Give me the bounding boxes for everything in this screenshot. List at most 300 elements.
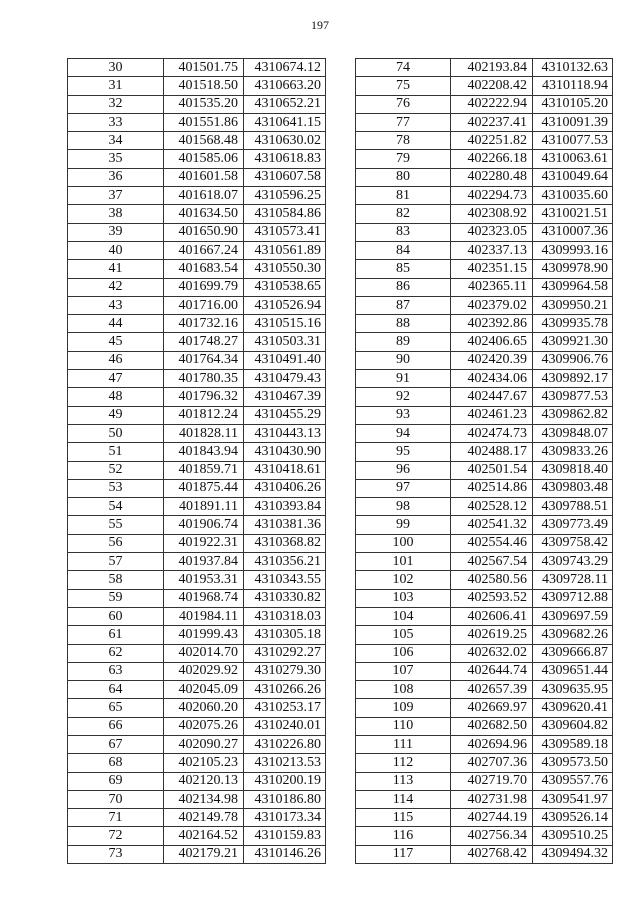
x-coordinate-cell: 402294.73 bbox=[451, 187, 533, 205]
y-coordinate-cell: 4310292.27 bbox=[244, 644, 326, 662]
x-coordinate-cell: 402644.74 bbox=[451, 662, 533, 680]
point-number-cell: 102 bbox=[356, 571, 451, 589]
point-number-cell: 83 bbox=[356, 223, 451, 241]
x-coordinate-cell: 401601.58 bbox=[164, 168, 244, 186]
table-row bbox=[356, 827, 613, 845]
x-coordinate-cell: 401650.90 bbox=[164, 223, 244, 241]
table-row bbox=[356, 681, 613, 699]
y-coordinate-cell: 4309620.41 bbox=[533, 699, 613, 717]
x-coordinate-cell: 402266.18 bbox=[451, 150, 533, 168]
y-coordinate-cell: 4310305.18 bbox=[244, 626, 326, 644]
table-row bbox=[68, 461, 326, 479]
table-row bbox=[68, 443, 326, 461]
table-row bbox=[68, 333, 326, 351]
table-row bbox=[68, 516, 326, 534]
point-number-cell: 50 bbox=[68, 424, 164, 442]
table-row bbox=[68, 479, 326, 497]
y-coordinate-cell: 4309877.53 bbox=[533, 388, 613, 406]
table-row bbox=[68, 845, 326, 863]
y-coordinate-cell: 4310479.43 bbox=[244, 370, 326, 388]
y-coordinate-cell: 4310356.21 bbox=[244, 553, 326, 571]
x-coordinate-cell: 402657.39 bbox=[451, 681, 533, 699]
x-coordinate-cell: 401891.11 bbox=[164, 498, 244, 516]
point-number-cell: 77 bbox=[356, 113, 451, 131]
table-row bbox=[68, 95, 326, 113]
table-row bbox=[356, 315, 613, 333]
y-coordinate-cell: 4309833.26 bbox=[533, 443, 613, 461]
x-coordinate-cell: 401984.11 bbox=[164, 607, 244, 625]
table-row bbox=[68, 113, 326, 131]
table-row bbox=[68, 735, 326, 753]
point-number-cell: 109 bbox=[356, 699, 451, 717]
y-coordinate-cell: 4310200.19 bbox=[244, 772, 326, 790]
y-coordinate-cell: 4310330.82 bbox=[244, 589, 326, 607]
x-coordinate-cell: 402179.21 bbox=[164, 845, 244, 863]
x-coordinate-cell: 401937.84 bbox=[164, 553, 244, 571]
table-row bbox=[68, 260, 326, 278]
table-row bbox=[356, 553, 613, 571]
table-row bbox=[68, 388, 326, 406]
y-coordinate-cell: 4310266.26 bbox=[244, 681, 326, 699]
x-coordinate-cell: 401796.32 bbox=[164, 388, 244, 406]
table-row bbox=[356, 113, 613, 131]
x-coordinate-cell: 401699.79 bbox=[164, 278, 244, 296]
table-row bbox=[356, 735, 613, 753]
x-coordinate-cell: 401683.54 bbox=[164, 260, 244, 278]
y-coordinate-cell: 4309803.48 bbox=[533, 479, 613, 497]
y-coordinate-cell: 4309494.32 bbox=[533, 845, 613, 863]
point-number-cell: 94 bbox=[356, 424, 451, 442]
point-number-cell: 54 bbox=[68, 498, 164, 516]
table-row bbox=[356, 278, 613, 296]
y-coordinate-cell: 4309848.07 bbox=[533, 424, 613, 442]
point-number-cell: 98 bbox=[356, 498, 451, 516]
table-row bbox=[68, 59, 326, 77]
point-number-cell: 52 bbox=[68, 461, 164, 479]
table-row bbox=[68, 278, 326, 296]
x-coordinate-cell: 402105.23 bbox=[164, 754, 244, 772]
y-coordinate-cell: 4309728.11 bbox=[533, 571, 613, 589]
point-number-cell: 106 bbox=[356, 644, 451, 662]
x-coordinate-cell: 402567.54 bbox=[451, 553, 533, 571]
table-row bbox=[68, 223, 326, 241]
point-number-cell: 107 bbox=[356, 662, 451, 680]
point-number-cell: 71 bbox=[68, 809, 164, 827]
point-number-cell: 60 bbox=[68, 607, 164, 625]
x-coordinate-cell: 402580.56 bbox=[451, 571, 533, 589]
x-coordinate-cell: 402669.97 bbox=[451, 699, 533, 717]
y-coordinate-cell: 4310132.63 bbox=[533, 59, 613, 77]
y-coordinate-cell: 4310021.51 bbox=[533, 205, 613, 223]
x-coordinate-cell: 402337.13 bbox=[451, 241, 533, 259]
point-number-cell: 91 bbox=[356, 370, 451, 388]
point-number-cell: 113 bbox=[356, 772, 451, 790]
table-row bbox=[68, 681, 326, 699]
y-coordinate-cell: 4309682.26 bbox=[533, 626, 613, 644]
y-coordinate-cell: 4310550.30 bbox=[244, 260, 326, 278]
table-row bbox=[356, 388, 613, 406]
table-row bbox=[356, 772, 613, 790]
y-coordinate-cell: 4310279.30 bbox=[244, 662, 326, 680]
x-coordinate-cell: 402406.65 bbox=[451, 333, 533, 351]
y-coordinate-cell: 4309541.97 bbox=[533, 790, 613, 808]
point-number-cell: 43 bbox=[68, 296, 164, 314]
table-row bbox=[356, 168, 613, 186]
y-coordinate-cell: 4310343.55 bbox=[244, 571, 326, 589]
point-number-cell: 31 bbox=[68, 77, 164, 95]
x-coordinate-cell: 402694.96 bbox=[451, 735, 533, 753]
y-coordinate-cell: 4309589.18 bbox=[533, 735, 613, 753]
y-coordinate-cell: 4310381.36 bbox=[244, 516, 326, 534]
y-coordinate-cell: 4310146.26 bbox=[244, 845, 326, 863]
y-coordinate-cell: 4310596.25 bbox=[244, 187, 326, 205]
y-coordinate-cell: 4309978.90 bbox=[533, 260, 613, 278]
table-row bbox=[356, 241, 613, 259]
point-number-cell: 35 bbox=[68, 150, 164, 168]
table-row bbox=[68, 77, 326, 95]
y-coordinate-cell: 4309604.82 bbox=[533, 717, 613, 735]
table-row bbox=[68, 296, 326, 314]
point-number-cell: 38 bbox=[68, 205, 164, 223]
point-number-cell: 114 bbox=[356, 790, 451, 808]
point-number-cell: 82 bbox=[356, 205, 451, 223]
y-coordinate-cell: 4309773.49 bbox=[533, 516, 613, 534]
point-number-cell: 96 bbox=[356, 461, 451, 479]
point-number-cell: 76 bbox=[356, 95, 451, 113]
point-number-cell: 62 bbox=[68, 644, 164, 662]
y-coordinate-cell: 4310318.03 bbox=[244, 607, 326, 625]
x-coordinate-cell: 402756.34 bbox=[451, 827, 533, 845]
y-coordinate-cell: 4309510.25 bbox=[533, 827, 613, 845]
y-coordinate-cell: 4309526.14 bbox=[533, 809, 613, 827]
table-row bbox=[356, 150, 613, 168]
y-coordinate-cell: 4310467.39 bbox=[244, 388, 326, 406]
table-row bbox=[68, 571, 326, 589]
point-number-cell: 66 bbox=[68, 717, 164, 735]
point-number-cell: 56 bbox=[68, 534, 164, 552]
y-coordinate-cell: 4309573.50 bbox=[533, 754, 613, 772]
point-number-cell: 84 bbox=[356, 241, 451, 259]
x-coordinate-cell: 401828.11 bbox=[164, 424, 244, 442]
x-coordinate-cell: 402237.41 bbox=[451, 113, 533, 131]
point-number-cell: 85 bbox=[356, 260, 451, 278]
x-coordinate-cell: 401667.24 bbox=[164, 241, 244, 259]
x-coordinate-cell: 402308.92 bbox=[451, 205, 533, 223]
table-row bbox=[68, 699, 326, 717]
point-number-cell: 68 bbox=[68, 754, 164, 772]
table-row bbox=[356, 534, 613, 552]
x-coordinate-cell: 401568.48 bbox=[164, 132, 244, 150]
table-row bbox=[68, 553, 326, 571]
table-row bbox=[356, 516, 613, 534]
point-number-cell: 81 bbox=[356, 187, 451, 205]
x-coordinate-cell: 402014.70 bbox=[164, 644, 244, 662]
x-coordinate-cell: 401501.75 bbox=[164, 59, 244, 77]
table-row bbox=[68, 790, 326, 808]
table-row bbox=[356, 95, 613, 113]
y-coordinate-cell: 4309557.76 bbox=[533, 772, 613, 790]
x-coordinate-cell: 402222.94 bbox=[451, 95, 533, 113]
y-coordinate-cell: 4310607.58 bbox=[244, 168, 326, 186]
point-number-cell: 46 bbox=[68, 351, 164, 369]
point-number-cell: 37 bbox=[68, 187, 164, 205]
table-row bbox=[68, 351, 326, 369]
point-number-cell: 89 bbox=[356, 333, 451, 351]
x-coordinate-cell: 402029.92 bbox=[164, 662, 244, 680]
x-coordinate-cell: 402514.86 bbox=[451, 479, 533, 497]
y-coordinate-cell: 4309712.88 bbox=[533, 589, 613, 607]
x-coordinate-cell: 402682.50 bbox=[451, 717, 533, 735]
y-coordinate-cell: 4310063.61 bbox=[533, 150, 613, 168]
y-coordinate-cell: 4309964.58 bbox=[533, 278, 613, 296]
table-row bbox=[356, 424, 613, 442]
x-coordinate-cell: 401551.86 bbox=[164, 113, 244, 131]
table-row bbox=[68, 168, 326, 186]
point-number-cell: 30 bbox=[68, 59, 164, 77]
table-row bbox=[356, 205, 613, 223]
x-coordinate-cell: 401618.07 bbox=[164, 187, 244, 205]
x-coordinate-cell: 401922.31 bbox=[164, 534, 244, 552]
x-coordinate-cell: 402045.09 bbox=[164, 681, 244, 699]
point-number-cell: 32 bbox=[68, 95, 164, 113]
x-coordinate-cell: 402434.06 bbox=[451, 370, 533, 388]
y-coordinate-cell: 4310226.80 bbox=[244, 735, 326, 753]
x-coordinate-cell: 402134.98 bbox=[164, 790, 244, 808]
point-number-cell: 74 bbox=[356, 59, 451, 77]
x-coordinate-cell: 402474.73 bbox=[451, 424, 533, 442]
point-number-cell: 78 bbox=[356, 132, 451, 150]
x-coordinate-cell: 402075.26 bbox=[164, 717, 244, 735]
y-coordinate-cell: 4309666.87 bbox=[533, 644, 613, 662]
table-row bbox=[356, 479, 613, 497]
table-row bbox=[68, 589, 326, 607]
point-number-cell: 47 bbox=[68, 370, 164, 388]
table-row bbox=[68, 626, 326, 644]
table-row bbox=[356, 589, 613, 607]
x-coordinate-cell: 402488.17 bbox=[451, 443, 533, 461]
x-coordinate-cell: 402251.82 bbox=[451, 132, 533, 150]
point-number-cell: 100 bbox=[356, 534, 451, 552]
point-number-cell: 65 bbox=[68, 699, 164, 717]
table-row bbox=[68, 498, 326, 516]
x-coordinate-cell: 402619.25 bbox=[451, 626, 533, 644]
point-number-cell: 88 bbox=[356, 315, 451, 333]
point-number-cell: 59 bbox=[68, 589, 164, 607]
table-row bbox=[68, 205, 326, 223]
y-coordinate-cell: 4310584.86 bbox=[244, 205, 326, 223]
table-row bbox=[68, 315, 326, 333]
table-row bbox=[68, 827, 326, 845]
x-coordinate-cell: 401518.50 bbox=[164, 77, 244, 95]
y-coordinate-cell: 4310538.65 bbox=[244, 278, 326, 296]
y-coordinate-cell: 4309892.17 bbox=[533, 370, 613, 388]
x-coordinate-cell: 402707.36 bbox=[451, 754, 533, 772]
table-row bbox=[356, 498, 613, 516]
table-row bbox=[68, 809, 326, 827]
point-number-cell: 75 bbox=[356, 77, 451, 95]
point-number-cell: 99 bbox=[356, 516, 451, 534]
x-coordinate-cell: 401716.00 bbox=[164, 296, 244, 314]
x-coordinate-cell: 402208.42 bbox=[451, 77, 533, 95]
y-coordinate-cell: 4310007.36 bbox=[533, 223, 613, 241]
point-number-cell: 51 bbox=[68, 443, 164, 461]
point-number-cell: 116 bbox=[356, 827, 451, 845]
y-coordinate-cell: 4310663.20 bbox=[244, 77, 326, 95]
x-coordinate-cell: 401780.35 bbox=[164, 370, 244, 388]
table-row bbox=[356, 296, 613, 314]
x-coordinate-cell: 401585.06 bbox=[164, 150, 244, 168]
y-coordinate-cell: 4309862.82 bbox=[533, 406, 613, 424]
table-row bbox=[356, 260, 613, 278]
y-coordinate-cell: 4309651.44 bbox=[533, 662, 613, 680]
table-row bbox=[68, 187, 326, 205]
y-coordinate-cell: 4309818.40 bbox=[533, 461, 613, 479]
y-coordinate-cell: 4309697.59 bbox=[533, 607, 613, 625]
x-coordinate-cell: 402120.13 bbox=[164, 772, 244, 790]
x-coordinate-cell: 402632.02 bbox=[451, 644, 533, 662]
table-row bbox=[356, 132, 613, 150]
y-coordinate-cell: 4310652.21 bbox=[244, 95, 326, 113]
y-coordinate-cell: 4309758.42 bbox=[533, 534, 613, 552]
y-coordinate-cell: 4310491.40 bbox=[244, 351, 326, 369]
y-coordinate-cell: 4309921.30 bbox=[533, 333, 613, 351]
y-coordinate-cell: 4310430.90 bbox=[244, 443, 326, 461]
table-row bbox=[356, 351, 613, 369]
table-row bbox=[68, 607, 326, 625]
x-coordinate-cell: 402768.42 bbox=[451, 845, 533, 863]
y-coordinate-cell: 4310418.61 bbox=[244, 461, 326, 479]
table-row bbox=[356, 443, 613, 461]
x-coordinate-cell: 402528.12 bbox=[451, 498, 533, 516]
y-coordinate-cell: 4310406.26 bbox=[244, 479, 326, 497]
y-coordinate-cell: 4309935.78 bbox=[533, 315, 613, 333]
y-coordinate-cell: 4310049.64 bbox=[533, 168, 613, 186]
table-row bbox=[68, 241, 326, 259]
y-coordinate-cell: 4310035.60 bbox=[533, 187, 613, 205]
x-coordinate-cell: 401812.24 bbox=[164, 406, 244, 424]
point-number-cell: 95 bbox=[356, 443, 451, 461]
point-number-cell: 34 bbox=[68, 132, 164, 150]
table-row bbox=[356, 59, 613, 77]
x-coordinate-cell: 402731.98 bbox=[451, 790, 533, 808]
y-coordinate-cell: 4310091.39 bbox=[533, 113, 613, 131]
point-number-cell: 101 bbox=[356, 553, 451, 571]
table-row bbox=[356, 754, 613, 772]
point-number-cell: 115 bbox=[356, 809, 451, 827]
y-coordinate-cell: 4310503.31 bbox=[244, 333, 326, 351]
point-number-cell: 79 bbox=[356, 150, 451, 168]
table-row bbox=[68, 662, 326, 680]
table-row bbox=[356, 717, 613, 735]
point-number-cell: 39 bbox=[68, 223, 164, 241]
point-number-cell: 33 bbox=[68, 113, 164, 131]
coordinates-table-left bbox=[67, 58, 326, 864]
point-number-cell: 72 bbox=[68, 827, 164, 845]
point-number-cell: 36 bbox=[68, 168, 164, 186]
x-coordinate-cell: 402280.48 bbox=[451, 168, 533, 186]
point-number-cell: 117 bbox=[356, 845, 451, 863]
table-row bbox=[356, 644, 613, 662]
x-coordinate-cell: 402501.54 bbox=[451, 461, 533, 479]
point-number-cell: 55 bbox=[68, 516, 164, 534]
point-number-cell: 63 bbox=[68, 662, 164, 680]
point-number-cell: 49 bbox=[68, 406, 164, 424]
y-coordinate-cell: 4310253.17 bbox=[244, 699, 326, 717]
y-coordinate-cell: 4309906.76 bbox=[533, 351, 613, 369]
point-number-cell: 70 bbox=[68, 790, 164, 808]
table-row bbox=[356, 333, 613, 351]
y-coordinate-cell: 4310173.34 bbox=[244, 809, 326, 827]
x-coordinate-cell: 401764.34 bbox=[164, 351, 244, 369]
table-row bbox=[356, 790, 613, 808]
point-number-cell: 42 bbox=[68, 278, 164, 296]
x-coordinate-cell: 401906.74 bbox=[164, 516, 244, 534]
x-coordinate-cell: 402060.20 bbox=[164, 699, 244, 717]
x-coordinate-cell: 402461.23 bbox=[451, 406, 533, 424]
y-coordinate-cell: 4310077.53 bbox=[533, 132, 613, 150]
table-row bbox=[356, 187, 613, 205]
x-coordinate-cell: 402193.84 bbox=[451, 59, 533, 77]
y-coordinate-cell: 4310515.16 bbox=[244, 315, 326, 333]
y-coordinate-cell: 4309635.95 bbox=[533, 681, 613, 699]
x-coordinate-cell: 401968.74 bbox=[164, 589, 244, 607]
point-number-cell: 90 bbox=[356, 351, 451, 369]
point-number-cell: 73 bbox=[68, 845, 164, 863]
point-number-cell: 103 bbox=[356, 589, 451, 607]
point-number-cell: 40 bbox=[68, 241, 164, 259]
x-coordinate-cell: 402090.27 bbox=[164, 735, 244, 753]
table-row bbox=[356, 662, 613, 680]
point-number-cell: 53 bbox=[68, 479, 164, 497]
point-number-cell: 80 bbox=[356, 168, 451, 186]
y-coordinate-cell: 4310240.01 bbox=[244, 717, 326, 735]
point-number-cell: 64 bbox=[68, 681, 164, 699]
y-coordinate-cell: 4310118.94 bbox=[533, 77, 613, 95]
x-coordinate-cell: 402420.39 bbox=[451, 351, 533, 369]
table-row bbox=[68, 370, 326, 388]
x-coordinate-cell: 401843.94 bbox=[164, 443, 244, 461]
point-number-cell: 111 bbox=[356, 735, 451, 753]
x-coordinate-cell: 401999.43 bbox=[164, 626, 244, 644]
x-coordinate-cell: 402392.86 bbox=[451, 315, 533, 333]
y-coordinate-cell: 4310630.02 bbox=[244, 132, 326, 150]
point-number-cell: 104 bbox=[356, 607, 451, 625]
point-number-cell: 105 bbox=[356, 626, 451, 644]
table-row bbox=[356, 77, 613, 95]
point-number-cell: 87 bbox=[356, 296, 451, 314]
y-coordinate-cell: 4310443.13 bbox=[244, 424, 326, 442]
x-coordinate-cell: 402351.15 bbox=[451, 260, 533, 278]
y-coordinate-cell: 4310186.80 bbox=[244, 790, 326, 808]
x-coordinate-cell: 401748.27 bbox=[164, 333, 244, 351]
table-row bbox=[68, 754, 326, 772]
table-row bbox=[356, 370, 613, 388]
y-coordinate-cell: 4310561.89 bbox=[244, 241, 326, 259]
x-coordinate-cell: 401875.44 bbox=[164, 479, 244, 497]
y-coordinate-cell: 4310674.12 bbox=[244, 59, 326, 77]
point-number-cell: 69 bbox=[68, 772, 164, 790]
table-row bbox=[356, 845, 613, 863]
y-coordinate-cell: 4309993.16 bbox=[533, 241, 613, 259]
table-row bbox=[356, 809, 613, 827]
table-row bbox=[68, 424, 326, 442]
y-coordinate-cell: 4310393.84 bbox=[244, 498, 326, 516]
point-number-cell: 86 bbox=[356, 278, 451, 296]
y-coordinate-cell: 4310641.15 bbox=[244, 113, 326, 131]
x-coordinate-cell: 402744.19 bbox=[451, 809, 533, 827]
x-coordinate-cell: 402541.32 bbox=[451, 516, 533, 534]
x-coordinate-cell: 402164.52 bbox=[164, 827, 244, 845]
